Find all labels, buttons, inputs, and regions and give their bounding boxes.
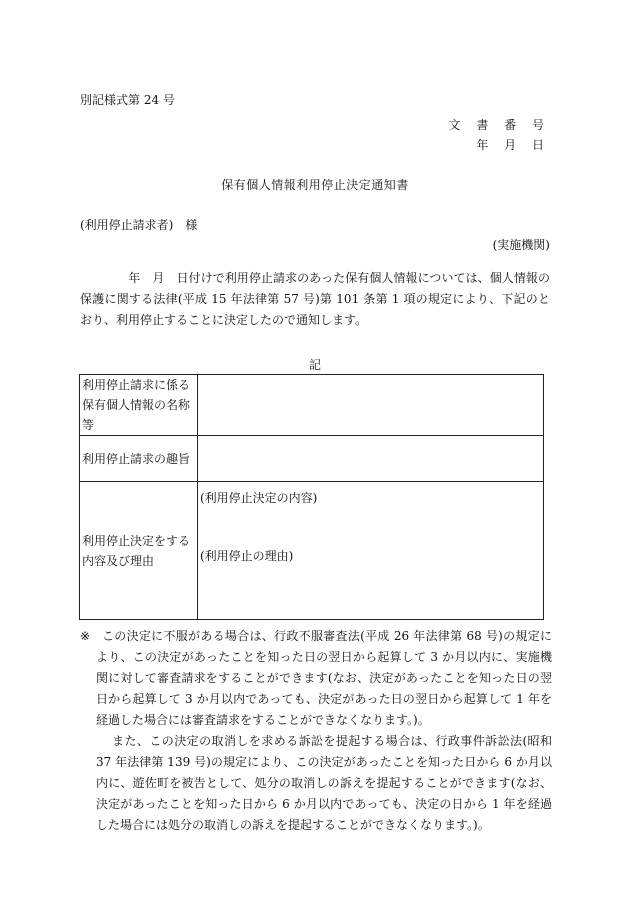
row-label-decision-reason: 利用停止決定をする内容及び理由 (80, 482, 198, 620)
document-date: 年 月 日 (476, 138, 550, 152)
issuing-agency: (実施機関) (492, 238, 550, 252)
ki-heading: 記 (308, 358, 321, 372)
row-value-information-name (198, 375, 544, 436)
table-row (80, 482, 544, 620)
form-identifier: 別記様式第 24 号 (80, 93, 175, 107)
row-value-request-purpose (198, 436, 544, 482)
row-label-information-name: 利用停止請求に係る保有個人情報の名称等 (80, 375, 198, 436)
notes-body (96, 626, 552, 836)
decision-reason-label: (利用停止の理由) (200, 549, 294, 563)
note-mark: ※ (80, 629, 91, 643)
row-value-decision-reason (198, 482, 544, 620)
decision-content-label: (利用停止決定の内容) (200, 491, 318, 505)
table-row (80, 436, 544, 482)
notes-section (80, 626, 552, 836)
note-appeal-text: この決定に不服がある場合は、行政不服審査法(平成 26 年法律第 68 号)の規定により、この決定があったことを知った日の翌日から起算して 3 か月以内に、実施機関に対して審査請求をすることができます(なお、決定があったことを知った日の翌日から起算して 3 か月以内であっても、決定があった日の翌日から起算して 1 年を経過した場合には審査請求をすることができなくなります。)。 (96, 629, 552, 727)
row-label-request-purpose: 利用停止請求の趣旨 (80, 436, 198, 482)
document-number: 文 書 番 号 (448, 118, 550, 132)
addressee: (利用停止請求者) 様 (80, 218, 198, 232)
notice-body (80, 268, 550, 331)
note-lawsuit-text: また、この決定の取消しを求める訴訟を提起する場合は、行政事件訴訟法(昭和 37 年法律第 139 号)の規定により、この決定があったことを知った日から 6 か月以内に、遊佐町を被告として、処分の取消しの訴えを提起することができます(なお、決定があったことを知った日から 6 か月以内であっても、決定の日から 1 年を経過した場合には処分の取消しの訴えを提起することができなくなります。)。 (96, 734, 552, 832)
table-row (80, 375, 544, 436)
notice-body-text: 年 月 日付けで利用停止請求のあった保有個人情報については、個人情報の保護に関する法律(平成 15 年法律第 57 号)第 101 条第 1 項の規定により、下記のとおり、利用停止することに決定したので通知します。 (80, 271, 550, 327)
decision-table (79, 374, 544, 620)
page-title: 保有個人情報利用停止決定通知書 (221, 178, 409, 192)
